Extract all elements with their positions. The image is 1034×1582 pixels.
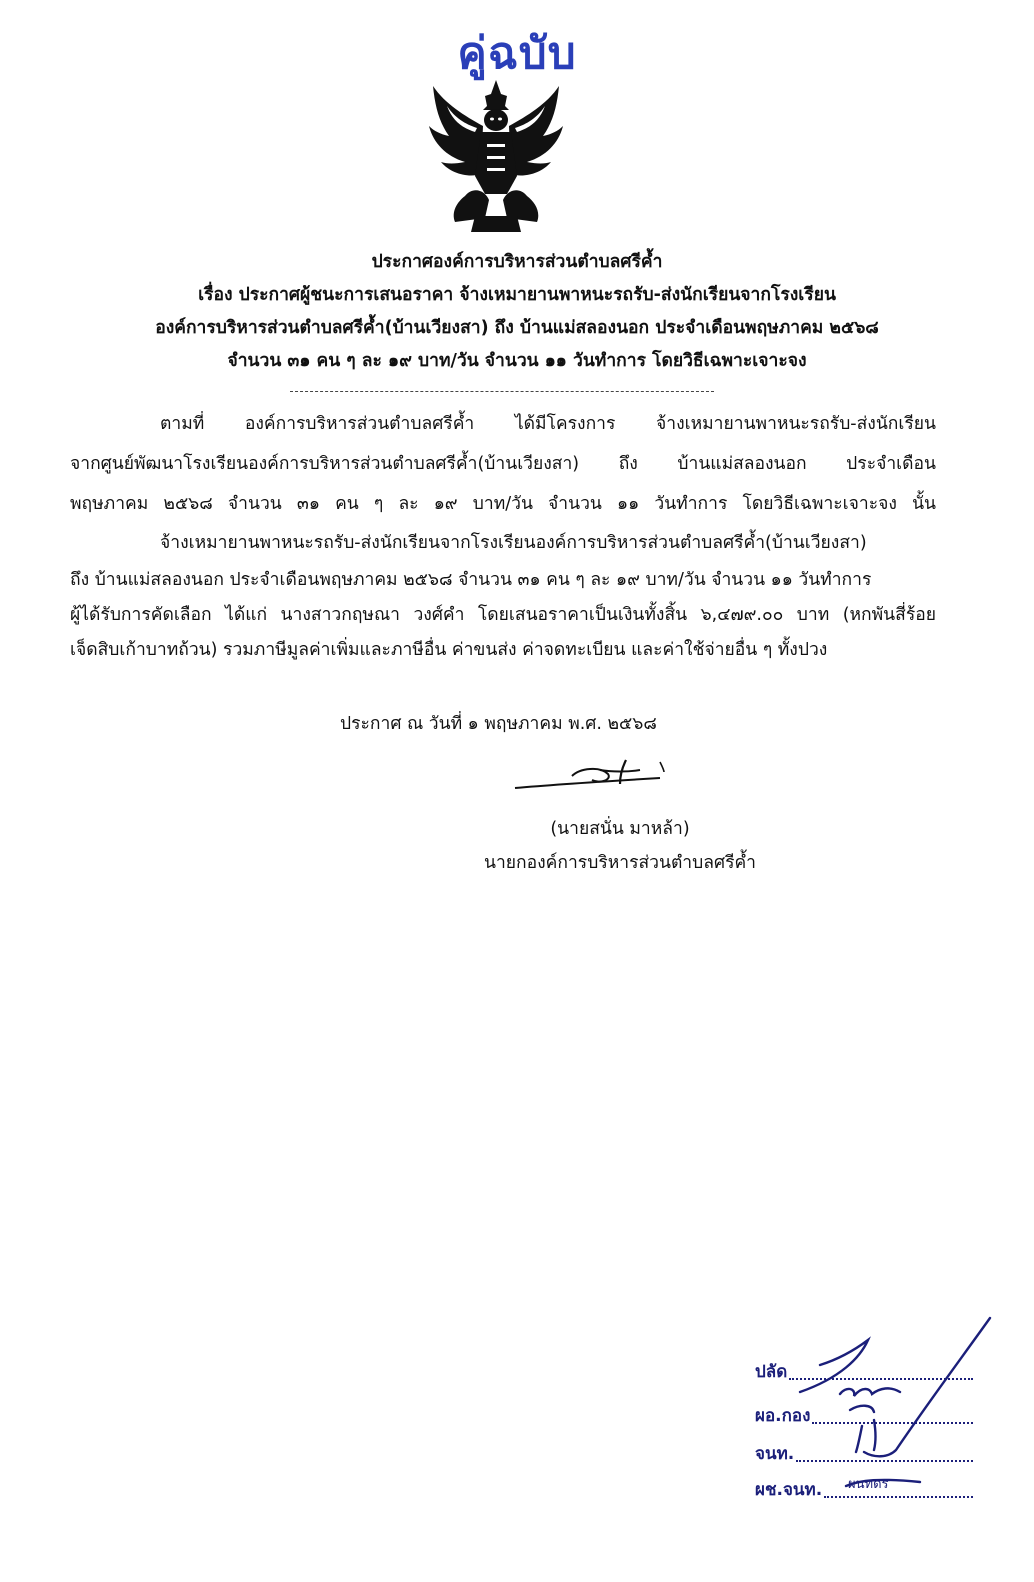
heading-subject-line3: จำนวน ๓๑ คน ๆ ละ ๑๙ บาท/วัน จำนวน ๑๑ วันทำการ โดยวิธีเฉพาะเจาะจง [227, 351, 807, 371]
body-paragraph2-line4: เจ็ดสิบเก้าบาทถ้วน) รวมภาษีมูลค่าเพิ่มและภาษีอื่น ค่าขนส่ง ค่าจดทะเบียน และค่าใช้จ่ายอื่น ๆ ทั้งปวง [70, 640, 828, 660]
copy-stamp: คู่ฉบับ [457, 28, 577, 79]
routing-handwritten-initials: ผนทดร [848, 1477, 889, 1492]
routing-label: ปลัด [755, 1362, 788, 1382]
routing-label: ผอ.กอง [755, 1406, 811, 1426]
body-paragraph1-line3: พฤษภาคม ๒๕๖๘ จำนวน ๓๑ คน ๆ ละ ๑๙ บาท/วัน จำนวน ๑๑ วันทำการ โดยวิธีเฉพาะเจาะจง นั้น [70, 494, 936, 514]
signatory-title: นายกองค์การบริหารส่วนตำบลศรีค้ำ [483, 853, 757, 873]
body-paragraph2-line2: ถึง บ้านแม่สลองนอก ประจำเดือนพฤษภาคม ๒๕๖๘ จำนวน ๓๑ คน ๆ ละ ๑๙ บาท/วัน จำนวน ๑๑ วันทำการ [70, 570, 872, 590]
heading-announcement: ประกาศองค์การบริหารส่วนตำบลศรีค้ำ [371, 252, 663, 272]
body-paragraph1-line1: ตามที่ องค์การบริหารส่วนตำบลศรีค้ำ ได้มีโครงการ จ้างเหมายานพาหนะรถรับ-ส่งนักเรียน [160, 414, 936, 434]
heading-subject-line2: องค์การบริหารส่วนตำบลศรีค้ำ(บ้านเวียงสา) ถึง บ้านแม่สลองนอก ประจำเดือนพฤษภาคม ๒๕๖๘ [155, 318, 879, 338]
body-paragraph2-line3: ผู้ได้รับการคัดเลือก ได้แก่ นางสาวกฤษณา วงศ์คำ โดยเสนอราคาเป็นเงินทั้งสิ้น ๖,๔๗๙.๐๐ บาท (หกพันสี่ร้อย [70, 605, 936, 625]
garuda-emblem-icon [425, 76, 567, 234]
routing-row-palad [755, 1358, 973, 1385]
routing-label: ผช.จนท. [755, 1480, 823, 1500]
heading-subject: เรื่อง ประกาศผู้ชนะการเสนอราคา จ้างเหมายานพาหนะรถรับ-ส่งนักเรียนจากโรงเรียน [198, 285, 836, 305]
body-paragraph1-line2: จากศูนย์พัฒนาโรงเรียนองค์การบริหารส่วนตำบลศรีค้ำ(บ้านเวียงสา) ถึง บ้านแม่สลองนอก ประจำเดือน [70, 454, 936, 474]
routing-row-director [755, 1402, 973, 1429]
routing-row-officer [755, 1440, 973, 1467]
routing-label: จนท. [755, 1444, 795, 1464]
announce-date: ประกาศ ณ วันที่ ๑ พฤษภาคม พ.ศ. ๒๕๖๘ [340, 714, 657, 734]
routing-row-assistant [755, 1476, 973, 1503]
body-paragraph2-line1: จ้างเหมายานพาหนะรถรับ-ส่งนักเรียนจากโรงเรียนองค์การบริหารส่วนตำบลศรีค้ำ(บ้านเวียงสา) [160, 533, 867, 553]
signatory-name: (นายสนั่น มาหล้า) [550, 819, 690, 839]
divider-dashed [290, 391, 714, 392]
